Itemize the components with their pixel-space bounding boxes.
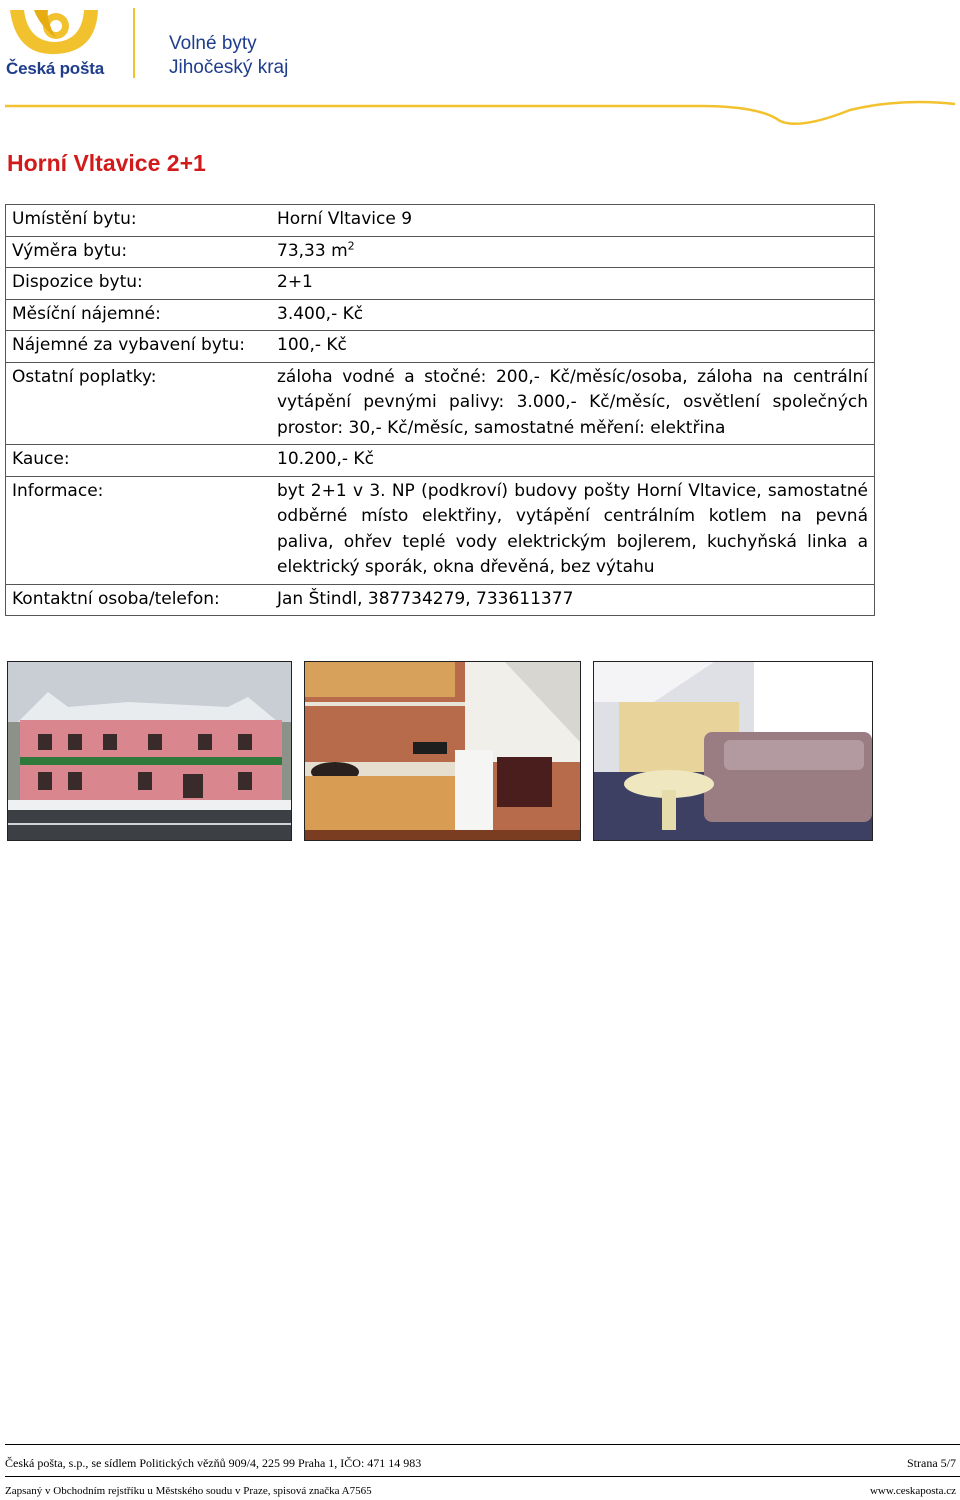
header-divider bbox=[133, 8, 135, 78]
area-value: 73,33 m bbox=[277, 240, 348, 261]
equipment-rent-label: Nájemné za vybavení bytu: bbox=[6, 331, 272, 363]
photo-kitchen bbox=[304, 661, 581, 841]
posthorn-logo-icon bbox=[6, 6, 102, 58]
apartment-details-table bbox=[5, 204, 875, 616]
ceska-posta-logo bbox=[6, 6, 126, 86]
location-label: Umístění bytu: bbox=[6, 205, 272, 237]
footer-website-link[interactable]: www.ceskaposta.cz bbox=[869, 1485, 956, 1497]
layout-label: Dispozice bytu: bbox=[6, 268, 272, 300]
other-fees-value: záloha vodné a stočné: 200,- Kč/měsíc/osoba, záloha na centrální vytápění pevnými palivy: 3.000,- Kč/měsíc, osvětlení společných prostor: 30,- Kč/měsíc, samostatné měření: elektřina bbox=[271, 362, 875, 445]
contact-value: Jan Štindl, 387734279, 733611377 bbox=[271, 584, 875, 616]
layout-value: 2+1 bbox=[271, 268, 875, 300]
footer-company-line: Česká pošta, s.p., se sídlem Politických vězňů 909/4, 225 99 Praha 1, IČO: 471 14 983 bbox=[5, 1456, 422, 1470]
table-row bbox=[6, 584, 875, 616]
table-row bbox=[6, 299, 875, 331]
table-row bbox=[6, 476, 875, 584]
header-title-line2: Jihočeský kraj bbox=[169, 57, 289, 78]
deposit-label: Kauce: bbox=[6, 445, 272, 477]
logo-text: Česká pošta bbox=[6, 59, 104, 78]
table-row bbox=[6, 331, 875, 363]
area-cell bbox=[271, 236, 875, 268]
table-row bbox=[6, 236, 875, 268]
information-label: Informace: bbox=[6, 476, 272, 584]
header-title-line1: Volné byty bbox=[169, 33, 257, 54]
footer-bottom-divider bbox=[5, 1476, 960, 1477]
location-value: Horní Vltavice 9 bbox=[271, 205, 875, 237]
area-label: Výměra bytu: bbox=[6, 236, 272, 268]
rent-value: 3.400,- Kč bbox=[271, 299, 875, 331]
header-title bbox=[169, 32, 288, 80]
contact-label: Kontaktní osoba/telefon: bbox=[6, 584, 272, 616]
equipment-rent-value: 100,- Kč bbox=[271, 331, 875, 363]
photo-living-room bbox=[593, 661, 873, 841]
page-title: Horní Vltavice 2+1 bbox=[7, 150, 206, 176]
rent-label: Měsíční nájemné: bbox=[6, 299, 272, 331]
photo-building-exterior bbox=[7, 661, 292, 841]
footer-page-number: Strana 5/7 bbox=[907, 1456, 956, 1470]
header-wave-decoration bbox=[0, 96, 960, 130]
footer-register-line: Zapsaný v Obchodním rejstříku u Městského soudu v Praze, spisová značka A7565 bbox=[5, 1485, 372, 1497]
deposit-value: 10.200,- Kč bbox=[271, 445, 875, 477]
area-unit-exponent: 2 bbox=[347, 238, 355, 252]
table-row bbox=[6, 362, 875, 445]
information-value: byt 2+1 v 3. NP (podkroví) budovy pošty Horní Vltavice, samostatné odběrné místo elektřiny, vytápění centrálním kotlem na pevná paliva, ohřev teplé vody elektrickým bojlerem, kuchyňská linka a elektrický sporák, okna dřevěná, bez výtahu bbox=[271, 476, 875, 584]
table-row bbox=[6, 268, 875, 300]
table-row bbox=[6, 205, 875, 237]
table-row bbox=[6, 445, 875, 477]
other-fees-label: Ostatní poplatky: bbox=[6, 362, 272, 445]
footer-top-divider bbox=[5, 1444, 960, 1445]
